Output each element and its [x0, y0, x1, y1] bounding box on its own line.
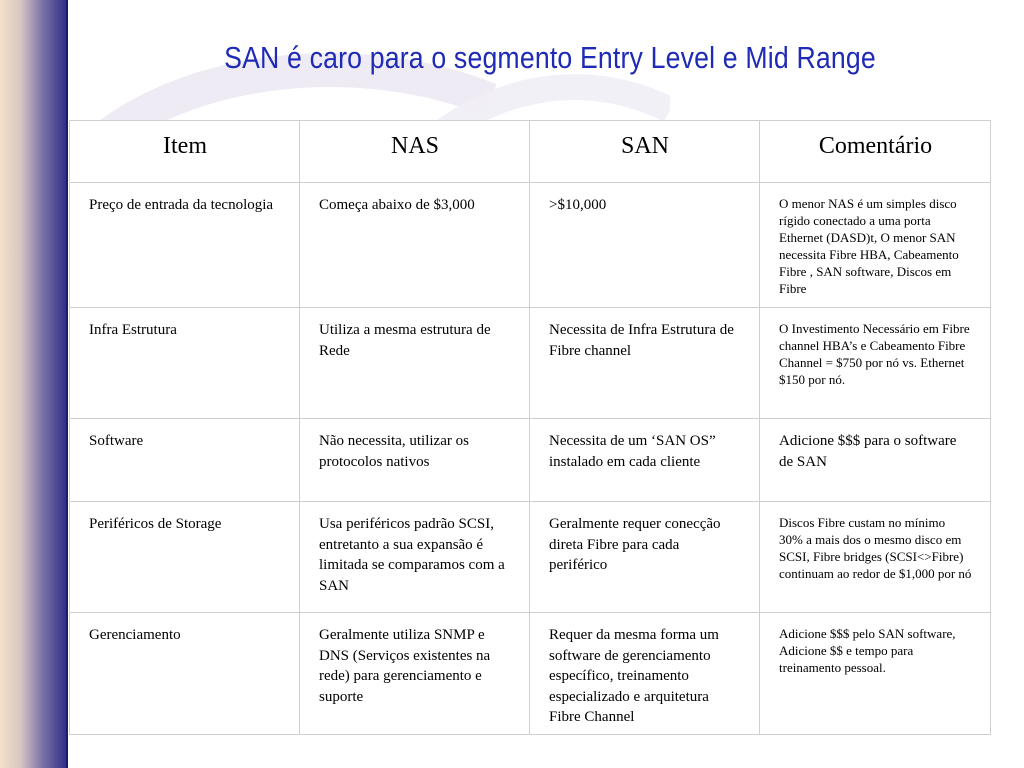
cell-san: Requer da mesma forma um software de gerenciamento específico, treinamento especializado e arquitetura Fibre Channel — [530, 613, 760, 735]
cell-nas: Geralmente utiliza SNMP e DNS (Serviços existentes na rede) para gerenciamento e suporte — [300, 613, 530, 735]
cell-san: >$10,000 — [530, 183, 760, 308]
table-row — [70, 613, 991, 735]
cell-nas: Usa periféricos padrão SCSI, entretanto a sua expansão é limitada se comparamos com a SAN — [300, 502, 530, 613]
cell-item: Periféricos de Storage — [70, 502, 300, 613]
cell-nas: Não necessita, utilizar os protocolos nativos — [300, 419, 530, 502]
header-nas: NAS — [300, 121, 530, 183]
cell-comentario: O Investimento Necessário em Fibre channel HBA’s e Cabeamento Fibre Channel = $750 por nó vs. Ethernet $150 por nó. — [760, 308, 991, 419]
left-bar-edge — [66, 0, 68, 768]
cell-item: Preço de entrada da tecnologia — [70, 183, 300, 308]
cell-san: Necessita de Infra Estrutura de Fibre channel — [530, 308, 760, 419]
table-row — [70, 502, 991, 613]
table-row — [70, 183, 991, 308]
header-comentario: Comentário — [760, 121, 991, 183]
cell-san: Necessita de um ‘SAN OS” instalado em cada cliente — [530, 419, 760, 502]
left-decorative-bar — [0, 0, 68, 768]
slide-title: SAN é caro para o segmento Entry Level e Mid Range — [224, 40, 876, 75]
cell-item: Infra Estrutura — [70, 308, 300, 419]
cell-item: Software — [70, 419, 300, 502]
cell-nas: Começa abaixo de $3,000 — [300, 183, 530, 308]
cell-item: Gerenciamento — [70, 613, 300, 735]
cell-comentario: Discos Fibre custam no mínimo 30% a mais dos o mesmo disco em SCSI, Fibre bridges (SCSI<>Fibre) continuam ao redor de $1,000 por nó — [760, 502, 991, 613]
comparison-table — [69, 120, 991, 735]
cell-comentario: Adicione $$$ pelo SAN software, Adicione $$ e tempo para treinamento pessoal. — [760, 613, 991, 735]
cell-nas: Utiliza a mesma estrutura de Rede — [300, 308, 530, 419]
cell-san: Geralmente requer conecção direta Fibre para cada periférico — [530, 502, 760, 613]
header-item: Item — [70, 121, 300, 183]
table-row — [70, 308, 991, 419]
header-san: SAN — [530, 121, 760, 183]
cell-comentario: Adicione $$$ para o software de SAN — [760, 419, 991, 502]
table-row — [70, 419, 991, 502]
cell-comentario: O menor NAS é um simples disco rígido conectado a uma porta Ethernet (DASD)t, O menor SAN necessita Fibre HBA, Cabeamento Fibre , SAN software, Discos em Fibre — [760, 183, 991, 308]
table-header-row — [70, 121, 991, 183]
